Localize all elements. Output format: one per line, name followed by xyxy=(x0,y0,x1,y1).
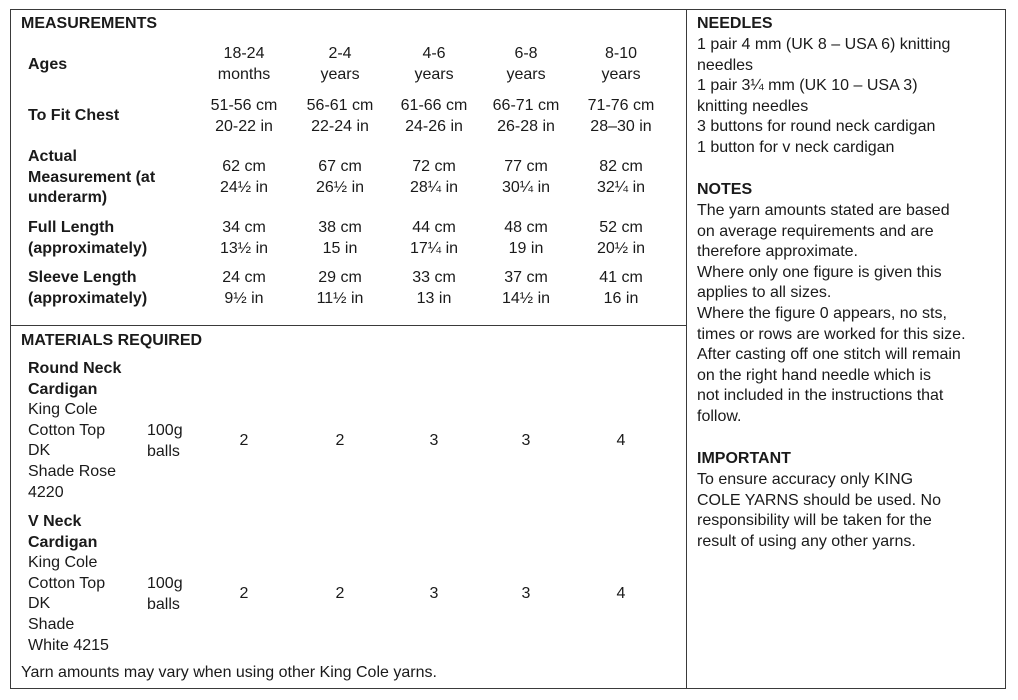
needles-text-line-4: 3 buttons for round neck cardigan xyxy=(697,118,936,136)
needles-text-line-1: needles xyxy=(697,56,754,74)
measurement-value-4-1-line-0: 29 cm xyxy=(318,269,362,286)
size-header-3-line-1: years xyxy=(506,65,546,83)
material-desc-1-line-3: Shade xyxy=(28,616,75,633)
measurement-value-2-0-line-1: 24½ in xyxy=(219,178,269,196)
measurement-value-2-4-line-1: 32¼ in xyxy=(596,178,646,196)
material-qty-1-0: 2 xyxy=(239,585,249,602)
measurement-value-2-2-line-1: 28¼ in xyxy=(409,178,459,196)
notes-text-line-6: times or rows are worked for this size. xyxy=(697,325,966,343)
measurement-value-4-1-line-1: 11½ in xyxy=(316,289,364,307)
material-qty-0-1: 2 xyxy=(335,432,345,449)
measurement-value-1-2-line-1: 24-26 in xyxy=(405,117,463,135)
measurement-value-1-1-line-0: 56-61 cm xyxy=(306,97,374,114)
notes-text-line-5: Where the figure 0 appears, no sts, xyxy=(697,305,947,322)
measurement-value-2-1-line-1: 26½ in xyxy=(315,178,365,196)
important-heading: IMPORTANT xyxy=(697,450,791,467)
material-desc-0-line-4: 4220 xyxy=(28,483,64,501)
material-desc-0-line-1: Cotton Top xyxy=(28,421,106,439)
notes-text-line-2: therefore approximate. xyxy=(697,243,858,261)
important-text-line-0: To ensure accuracy only KING xyxy=(697,471,914,488)
material-desc-1-line-4: White 4215 xyxy=(28,636,109,654)
measurements-heading: MEASUREMENTS xyxy=(21,15,158,32)
measurement-value-4-3-line-1: 14½ in xyxy=(501,289,551,307)
measurement-value-4-2-line-1: 13 in xyxy=(416,289,452,307)
measurement-value-2-3-line-1: 30¼ in xyxy=(501,178,551,196)
needles-text-line-0: 1 pair 4 mm (UK 8 – USA 6) knitting xyxy=(697,36,951,53)
measurement-label-3-line-1: (approximately) xyxy=(28,239,148,257)
measurement-value-1-3-line-1: 26-28 in xyxy=(497,117,555,135)
measurement-value-3-0-line-1: 13½ in xyxy=(219,239,269,257)
material-desc-0-line-0: King Cole xyxy=(28,401,98,419)
important-text-line-3: result of using any other yarns. xyxy=(697,532,916,550)
size-header-1-line-1: years xyxy=(320,65,360,83)
notes-text-line-7: After casting off one stitch will remain xyxy=(697,346,961,364)
material-unit-0-line-0: 100g xyxy=(147,422,183,439)
material-qty-0-0: 2 xyxy=(239,432,249,449)
material-qty-0-2: 3 xyxy=(429,432,439,449)
measurement-value-1-3-line-0: 66-71 cm xyxy=(492,97,560,114)
needles-heading: NEEDLES xyxy=(697,15,773,32)
measurement-value-4-4-line-1: 16 in xyxy=(603,289,639,307)
size-header-0-line-1: months xyxy=(217,65,271,83)
size-header-2-line-0: 4-6 xyxy=(422,45,446,62)
measurement-value-3-3-line-0: 48 cm xyxy=(504,219,548,236)
material-qty-1-4: 4 xyxy=(616,585,626,602)
material-desc-1-line-0: King Cole xyxy=(28,554,98,572)
measurement-label-4-line-1: (approximately) xyxy=(28,289,148,307)
measurement-label-0-line-0: Ages xyxy=(28,56,68,73)
material-title-0-line-0: Round Neck xyxy=(28,360,122,377)
notes-text-line-9: not included in the instructions that xyxy=(697,387,944,405)
measurement-label-3-line-0: Full Length xyxy=(28,219,115,236)
measurement-value-2-0-line-0: 62 cm xyxy=(222,158,266,175)
measurement-value-2-4-line-0: 82 cm xyxy=(599,158,643,175)
measurement-value-3-0-line-0: 34 cm xyxy=(222,219,266,236)
measurement-value-3-1-line-1: 15 in xyxy=(322,239,358,257)
material-qty-1-3: 3 xyxy=(521,585,531,602)
notes-heading: NOTES xyxy=(697,181,753,198)
material-title-0-line-1: Cardigan xyxy=(28,380,98,398)
material-desc-0-line-3: Shade Rose xyxy=(28,463,117,480)
measurement-value-3-1-line-0: 38 cm xyxy=(318,219,362,236)
measurement-value-1-2-line-0: 61-66 cm xyxy=(400,97,468,114)
size-header-2-line-1: years xyxy=(414,65,454,83)
measurement-value-1-4-line-1: 28–30 in xyxy=(590,117,652,135)
materials-heading: MATERIALS REQUIRED xyxy=(21,332,203,349)
measurement-label-1-line-0: To Fit Chest xyxy=(28,107,120,124)
measurement-value-3-2-line-0: 44 cm xyxy=(412,219,456,236)
material-desc-0-line-2: DK xyxy=(28,442,51,460)
notes-text-line-0: The yarn amounts stated are based xyxy=(697,202,950,219)
size-header-3-line-0: 6-8 xyxy=(514,45,538,62)
notes-text-line-4: applies to all sizes. xyxy=(697,284,832,302)
measurement-label-2-line-1: Measurement (at xyxy=(28,168,156,186)
measurement-value-2-2-line-0: 72 cm xyxy=(412,158,456,175)
yarn-footnote: Yarn amounts may vary when using other King Cole yarns. xyxy=(21,664,437,681)
measurement-value-2-1-line-0: 67 cm xyxy=(318,158,362,175)
material-qty-1-1: 2 xyxy=(335,585,345,602)
needles-text-line-5: 1 button for v neck cardigan xyxy=(697,139,895,156)
measurement-value-2-3-line-0: 77 cm xyxy=(504,158,548,175)
notes-text-line-10: follow. xyxy=(697,408,742,425)
measurement-value-4-4-line-0: 41 cm xyxy=(599,269,643,286)
material-qty-1-2: 3 xyxy=(429,585,439,602)
important-text-line-1: COLE YARNS should be used. No xyxy=(697,491,941,509)
measurement-label-2-line-2: underarm) xyxy=(28,189,108,207)
measurement-value-3-4-line-0: 52 cm xyxy=(599,219,643,236)
size-header-1-line-0: 2-4 xyxy=(328,45,352,62)
notes-text-line-3: Where only one figure is given this xyxy=(697,263,942,281)
notes-text-line-1: on average requirements and are xyxy=(697,222,934,240)
important-text-line-2: responsibility will be taken for the xyxy=(697,512,932,530)
needles-text-line-3: knitting needles xyxy=(697,97,809,115)
measurement-value-3-3-line-1: 19 in xyxy=(508,239,544,257)
measurement-value-1-0-line-0: 51-56 cm xyxy=(210,97,278,114)
material-unit-0-line-1: balls xyxy=(147,442,180,460)
measurement-value-4-0-line-0: 24 cm xyxy=(222,269,266,286)
measurement-label-4-line-0: Sleeve Length xyxy=(28,269,137,286)
material-qty-0-3: 3 xyxy=(521,432,531,449)
notes-text-line-8: on the right hand needle which is xyxy=(697,366,931,384)
measurement-value-1-1-line-1: 22-24 in xyxy=(311,117,369,135)
measurement-label-2-line-0: Actual xyxy=(28,148,77,165)
size-header-4-line-1: years xyxy=(601,65,641,83)
measurement-value-4-0-line-1: 9½ in xyxy=(224,289,264,307)
measurement-value-3-2-line-1: 17¼ in xyxy=(409,239,459,257)
size-header-0-line-0: 18-24 xyxy=(223,45,265,62)
measurement-value-1-0-line-1: 20-22 in xyxy=(215,117,273,135)
measurement-value-4-3-line-0: 37 cm xyxy=(504,269,548,286)
material-qty-0-4: 4 xyxy=(616,432,626,449)
section-divider xyxy=(11,325,686,326)
column-divider xyxy=(686,10,687,688)
size-header-4-line-0: 8-10 xyxy=(604,45,638,62)
measurement-value-4-2-line-0: 33 cm xyxy=(412,269,456,286)
material-unit-1-line-1: balls xyxy=(147,595,180,613)
material-unit-1-line-0: 100g xyxy=(147,575,183,592)
material-desc-1-line-2: DK xyxy=(28,595,51,613)
material-title-1-line-0: V Neck xyxy=(28,513,82,530)
measurement-value-1-4-line-0: 71-76 cm xyxy=(587,97,655,114)
material-desc-1-line-1: Cotton Top xyxy=(28,574,106,592)
needles-text-line-2: 1 pair 3¼ mm (UK 10 – USA 3) xyxy=(697,77,918,95)
material-title-1-line-1: Cardigan xyxy=(28,533,98,551)
measurement-value-3-4-line-1: 20½ in xyxy=(596,239,646,257)
